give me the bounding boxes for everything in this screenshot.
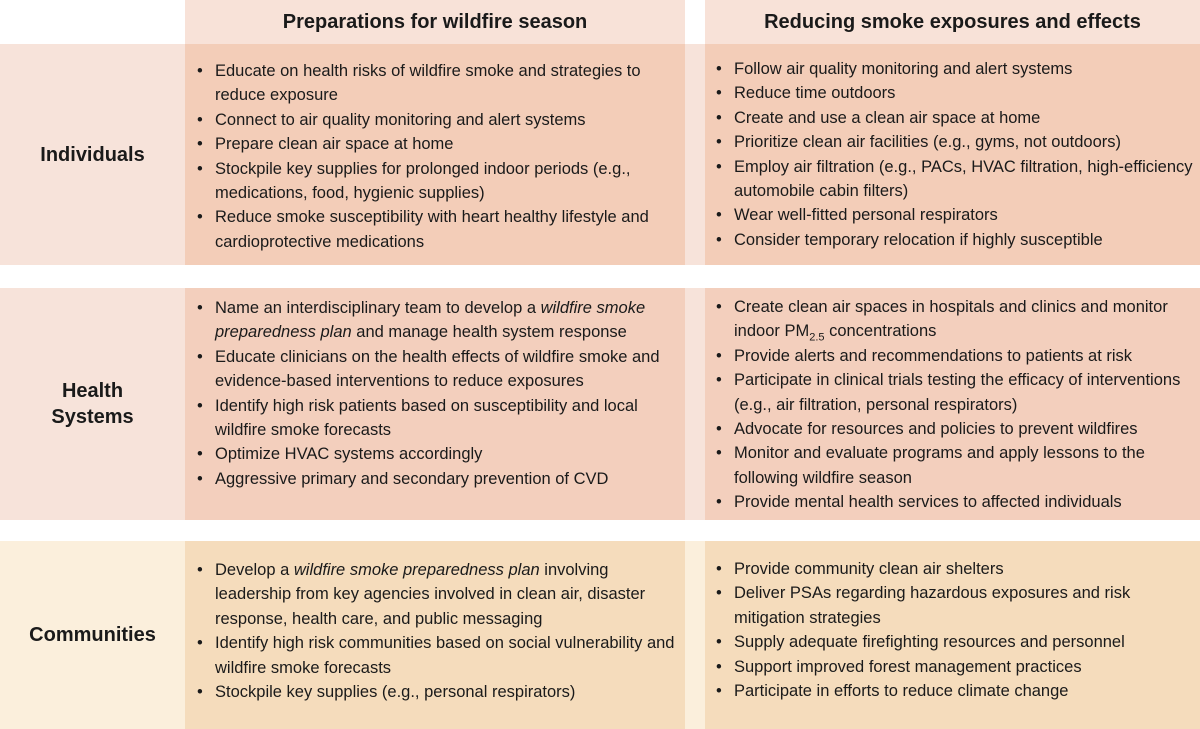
individuals-row-label — [0, 44, 185, 265]
list-item: • Wear well-fitted personal respirators — [714, 203, 1194, 227]
individuals-label-text: Individuals — [40, 143, 145, 166]
list-item: • Reduce time outdoors — [714, 81, 1194, 105]
list-item: • Employ air filtration (e.g., PACs, HVAC filtration, high-efficiency automobile cabin filters) — [714, 155, 1194, 204]
list-item: • Supply adequate firefighting resources and personnel — [714, 630, 1194, 654]
communities-row-label — [0, 541, 185, 729]
health-reduce-list — [714, 295, 1194, 515]
list-item: • Advocate for resources and policies to prevent wildfires — [714, 417, 1194, 441]
list-item: • Reduce smoke susceptibility with heart healthy lifestyle and cardioprotective medications — [195, 205, 675, 254]
health-label-line1: Health — [61, 380, 124, 402]
list-item: • Aggressive primary and secondary prevention of CVD — [195, 467, 675, 491]
list-item: • Provide mental health services to affected individuals — [714, 490, 1194, 514]
list-item: • Connect to air quality monitoring and alert systems — [195, 108, 675, 132]
list-item: • Create clean air spaces in hospitals and clinics and monitor indoor $PM_{2.5}$ concentrations — [714, 295, 1194, 344]
list-item: • Name an interdisciplinary team to develop a wildfire smoke preparedness plan and manage health system response — [195, 296, 675, 345]
list-item: • Provide alerts and recommendations to patients at risk — [714, 344, 1194, 368]
communities-label-text: Communities — [29, 624, 156, 646]
list-item: • Stockpile key supplies (e.g., personal respirators) — [195, 680, 675, 704]
list-item: • Follow air quality monitoring and alert systems — [714, 57, 1194, 81]
list-item: • Stockpile key supplies for prolonged indoor periods (e.g., medications, food, hygienic supplies) — [195, 157, 675, 206]
list-item: • Participate in clinical trials testing the efficacy of interventions (e.g., air filtration, personal respirators) — [714, 368, 1194, 417]
list-item: • Identify high risk communities based on social vulnerability and wildfire smoke forecasts — [195, 631, 675, 680]
list-item: • Prepare clean air space at home — [195, 132, 675, 156]
list-item: • Consider temporary relocation if highly susceptible — [714, 228, 1194, 252]
preparations-column-header: Preparations for wildfire season — [282, 10, 588, 33]
communities-prep-list — [195, 558, 675, 704]
individuals-reduce-list — [714, 57, 1194, 252]
list-item: • Support improved forest management practices — [714, 655, 1194, 679]
health-prep-list — [195, 296, 675, 491]
health-label-line2: Systems — [51, 406, 134, 428]
list-item: • Identify high risk patients based on susceptibility and local wildfire smoke forecasts — [195, 394, 675, 443]
reducing-column-header: Reducing smoke exposures and effects — [764, 10, 1141, 33]
list-item: • Deliver PSAs regarding hazardous exposures and risk mitigation strategies — [714, 581, 1194, 630]
list-item: • Create and use a clean air space at home — [714, 106, 1194, 130]
list-item: • Prioritize clean air facilities (e.g., gyms, not outdoors) — [714, 130, 1194, 154]
list-item: • Educate clinicians on the health effects of wildfire smoke and evidence-based interventions to reduce exposures — [195, 345, 675, 394]
list-item: • Educate on health risks of wildfire smoke and strategies to reduce exposure — [195, 59, 675, 108]
list-item: • Monitor and evaluate programs and apply lessons to the following wildfire season — [714, 441, 1194, 490]
list-item: • Participate in efforts to reduce climate change — [714, 679, 1194, 703]
individuals-prep-list — [195, 59, 675, 254]
list-item: • Optimize HVAC systems accordingly — [195, 442, 675, 466]
list-item: • Provide community clean air shelters — [714, 557, 1194, 581]
health-systems-row-label — [0, 288, 185, 520]
communities-reduce-list — [714, 557, 1194, 703]
list-item: • Develop a wildfire smoke preparedness plan involving leadership from key agencies involved in clean air, disaster response, health care, and public messaging — [195, 558, 675, 631]
